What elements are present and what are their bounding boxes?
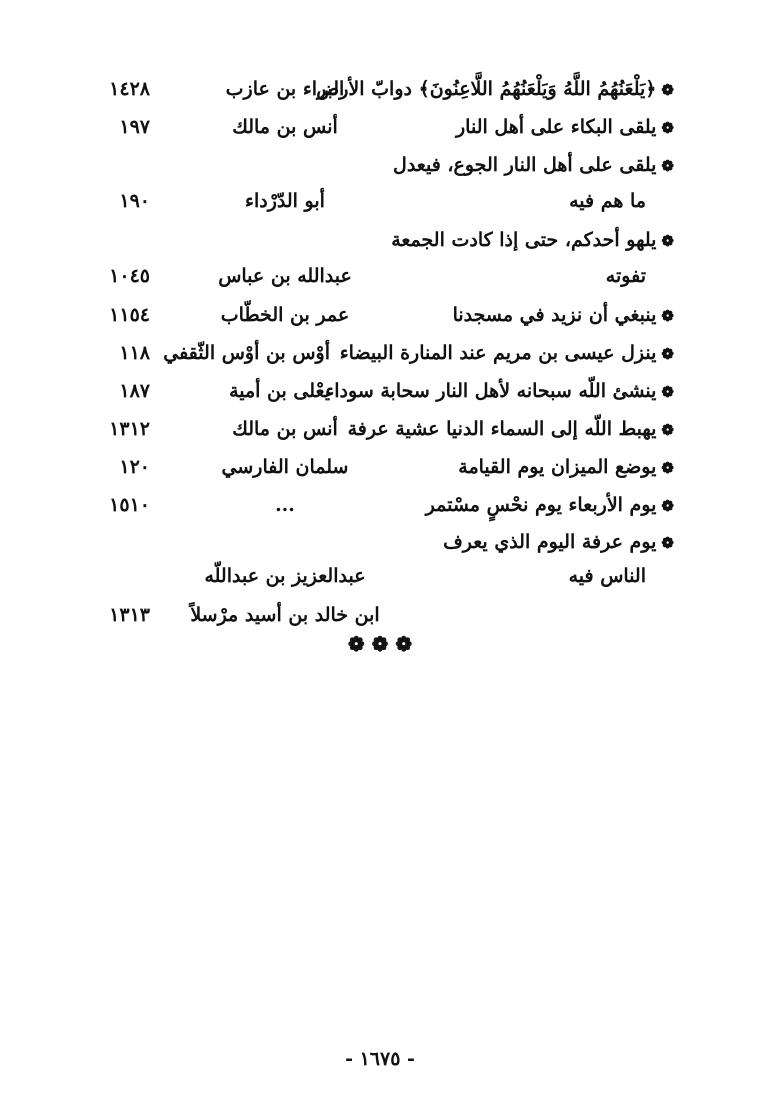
hadith-text: تفوته <box>605 265 646 287</box>
star-icon: ❁ <box>661 119 674 137</box>
star-icon: ❁ <box>661 232 674 250</box>
hadith-text: ❁يوضع الميزان يوم القيامة <box>458 456 674 478</box>
star-icon: ❁ <box>661 534 674 552</box>
index-entry <box>60 109 680 145</box>
hadith-number: ١٠٤٥ <box>109 265 150 287</box>
index-entry-continuation <box>60 258 680 294</box>
index-entry <box>60 71 680 107</box>
star-icon: ❁ <box>661 345 674 363</box>
narrator: أنس بن مالك <box>232 116 338 138</box>
hadith-number: ١٢٠ <box>119 456 150 478</box>
hadith-text: ❁ينشئ اللّه سبحانه لأهل النار سحابة سوداء <box>325 380 674 402</box>
section-end-ornament: ❁ ❁ ❁ <box>347 632 413 656</box>
hadith-text: ❁ينبغي أن نزيد في مسجدنا <box>452 304 674 326</box>
hadith-text: ❁يوم عرفة اليوم الذي يعرف <box>443 531 674 553</box>
hadith-number: ١٣١٢ <box>109 418 150 440</box>
star-icon: ❁ <box>661 307 674 325</box>
star-icon: ❁ <box>661 383 674 401</box>
narrator: عبدالعزيز بن عبداللّه <box>204 565 366 587</box>
hadith-number: ١٥١٠ <box>109 494 150 516</box>
index-entry-continuation <box>60 558 680 594</box>
narrator: أنس بن مالك <box>232 418 338 440</box>
narrator: ... <box>275 494 295 516</box>
hadith-text: ❁يلقى على أهل النار الجوع، فيعدل <box>393 154 674 176</box>
narrator: سلمان الفارسي <box>221 456 349 478</box>
index-entry <box>60 411 680 447</box>
star-icon: ❁ <box>661 459 674 477</box>
narrator: أوْس بن أوْس الثّقفي <box>163 342 330 364</box>
index-entry-continuation <box>60 597 680 633</box>
index-entry <box>60 222 680 258</box>
hadith-text: ❁يهبط اللّه إلى السماء الدنيا عشية عرفة <box>347 418 674 440</box>
index-entry <box>60 487 680 523</box>
index-entry <box>60 524 680 560</box>
hadith-number: ١٨٧ <box>119 380 150 402</box>
index-entry <box>60 297 680 333</box>
hadith-number: ١٤٢٨ <box>109 78 150 100</box>
hadith-number: ١٩٧ <box>119 116 150 138</box>
narrator: ابن خالد بن أسيد مرْسلاً <box>190 604 380 626</box>
star-icon: ❁ <box>661 81 674 99</box>
page-number: - ١٦٧٥ - <box>345 1048 415 1070</box>
star-icon: ❁ <box>661 421 674 439</box>
index-entry-continuation <box>60 183 680 219</box>
star-icon: ❁ <box>661 497 674 515</box>
star-icon: ❁ <box>661 157 674 175</box>
hadith-text: الناس فيه <box>568 565 646 587</box>
hadith-text: ❁يلهو أحدكم، حتى إذا كادت الجمعة <box>391 229 674 251</box>
index-entry <box>60 373 680 409</box>
index-entry <box>60 147 680 183</box>
narrator: أبو الدّرْداء <box>245 190 325 212</box>
hadith-text: ما هم فيه <box>569 190 646 212</box>
hadith-text: ❁يوم الأربعاء يوم نحْسٍ مسْتمر <box>425 494 674 516</box>
narrator: عبدالله بن عباس <box>218 265 352 287</box>
hadith-number: ١١٨ <box>119 342 150 364</box>
narrator: عمر بن الخطّاب <box>220 304 350 326</box>
hadith-text: ❁﴿يَلْعَنُهُمُ اللَّهُ وَيَلْعَنُهُمُ اللَّاعِنُونَ﴾ دوابّ الأرض <box>316 78 674 100</box>
hadith-text: ❁يلقى البكاء على أهل النار <box>456 116 674 138</box>
narrator: البراء بن عازب <box>225 78 345 100</box>
narrator: يعْلى بن أمية <box>229 380 330 402</box>
hadith-text: ❁ينزل عيسى بن مريم عند المنارة البيضاء <box>339 342 674 364</box>
hadith-number: ١١٥٤ <box>109 304 150 326</box>
index-entry <box>60 335 680 371</box>
index-entry <box>60 449 680 485</box>
hadith-number: ١٣١٣ <box>109 604 150 626</box>
hadith-number: ١٩٠ <box>119 190 150 212</box>
